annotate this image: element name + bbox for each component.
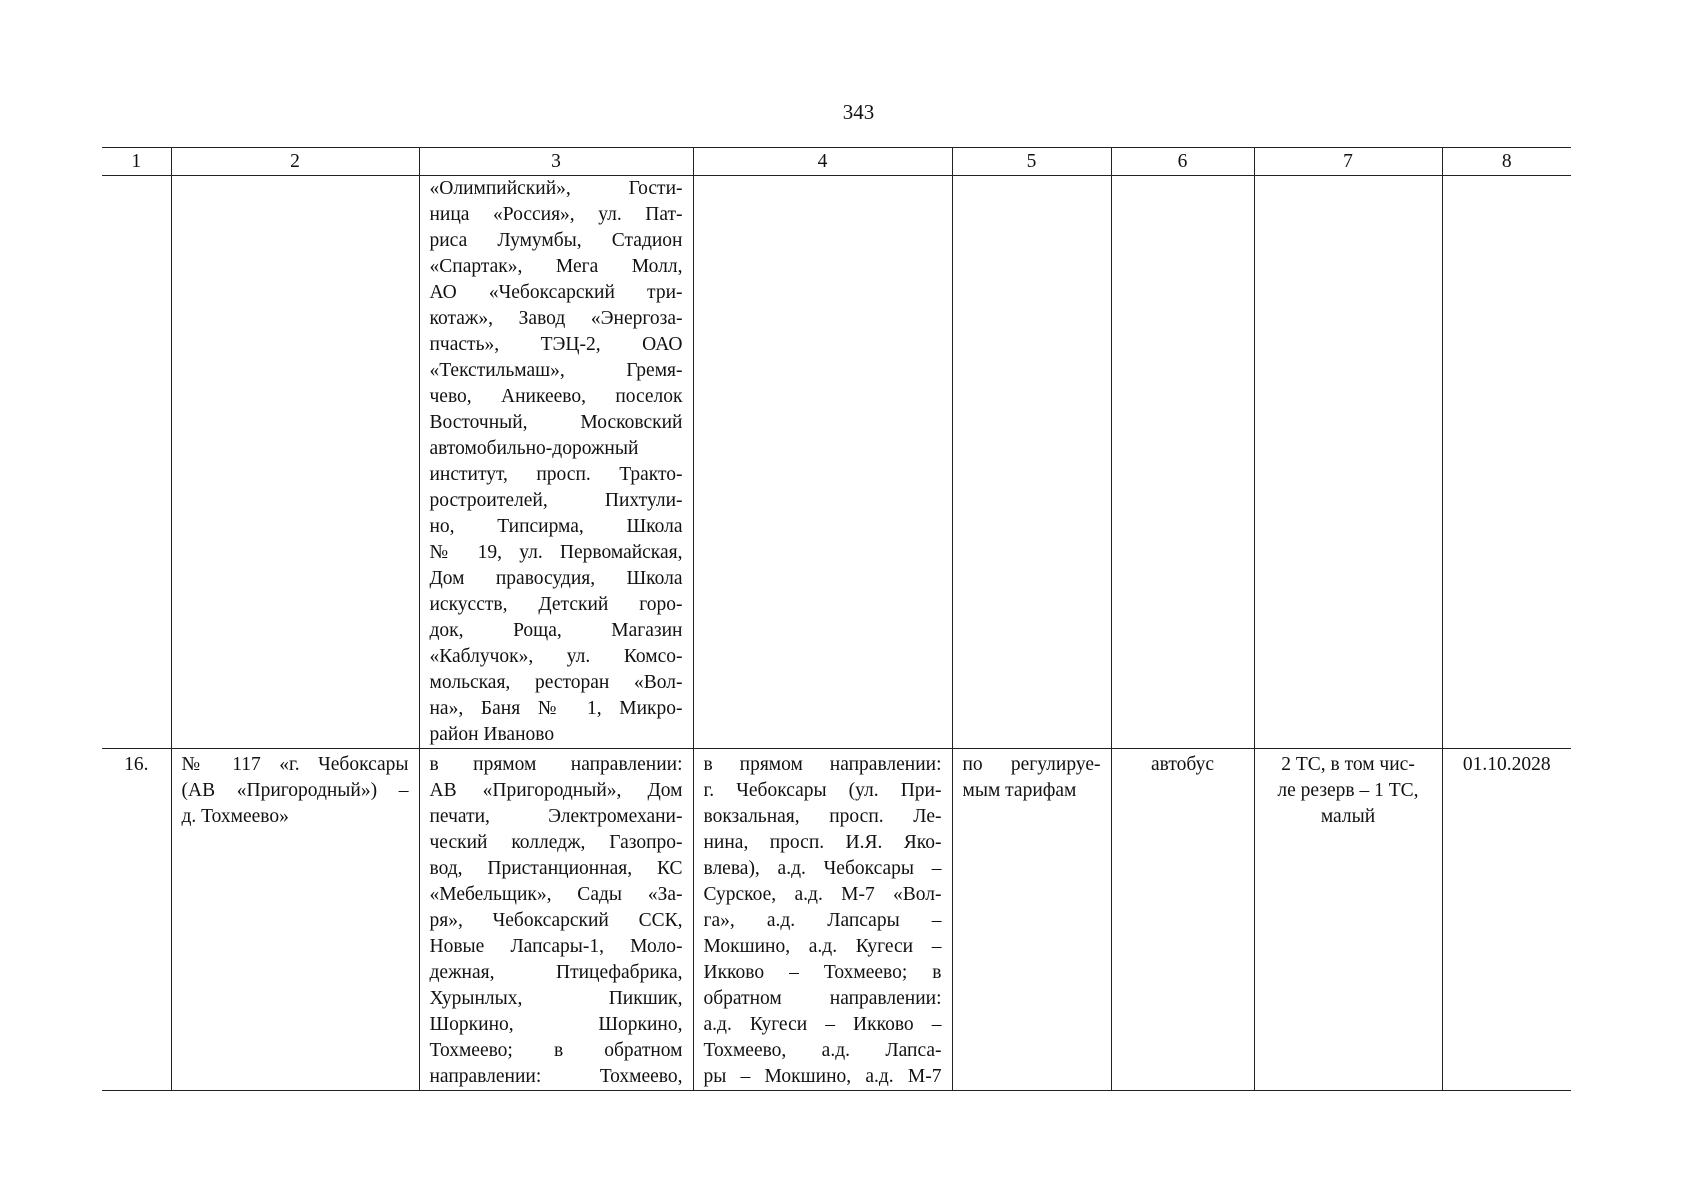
page-number: 343 — [842, 100, 875, 124]
vehicle-type-cell: автобус — [1111, 749, 1254, 1091]
text-line: д. Тохмеево» — [181, 806, 289, 827]
text-line: ры – Мокшино, а.д. М-7 — [703, 1066, 942, 1087]
text-line: ческий колледж, Газопро- — [429, 832, 683, 853]
text-line: ле резерв – 1 ТС, — [1277, 780, 1419, 801]
cell-empty — [171, 176, 419, 749]
cell-empty — [1111, 176, 1254, 749]
text-line: Мокшино, а.д. Кугеси – — [703, 936, 942, 957]
text-line: г. Чебоксары (ул. При- — [703, 780, 942, 801]
header-col-7: 7 — [1254, 148, 1442, 176]
text-line: АО «Чебоксарский три- — [429, 282, 683, 303]
text-line: № 117 «г. Чебоксары — [181, 754, 409, 775]
cell-empty — [952, 176, 1111, 749]
table-row-continued — [102, 176, 1571, 749]
text-line: док, Роща, Магазин — [429, 620, 683, 641]
text-line: автомобильно-дорожный — [429, 438, 639, 459]
text-line: АВ «Пригородный», Дом — [429, 780, 683, 801]
text-line: (АВ «Пригородный») – — [181, 780, 409, 801]
text-line: «Текстильмаш», Гремя- — [429, 360, 683, 381]
text-line: нина, просп. И.Я. Яко- — [703, 832, 942, 853]
text-line: ря», Чебоксарский ССК, — [429, 910, 683, 931]
text-line: мольская, ресторан «Вол- — [429, 672, 683, 693]
text-line: а.д. Кугеси – Икково – — [703, 1014, 942, 1035]
header-col-1: 1 — [102, 148, 171, 176]
text-line: влева), а.д. Чебоксары – — [703, 858, 942, 879]
text-line: по регулируе- — [962, 754, 1101, 775]
table-row-16 — [102, 749, 1571, 1091]
tariff-cell — [952, 749, 1111, 1091]
text-line: Новые Лапсары-1, Моло- — [429, 936, 683, 957]
header-row — [102, 148, 1571, 176]
header-col-4: 4 — [693, 148, 952, 176]
text-line: но, Типсирма, Школа — [429, 516, 683, 537]
text-line: Дом правосудия, Школа — [429, 568, 683, 589]
header-col-5: 5 — [952, 148, 1111, 176]
text-line: дежная, Птицефабрика, — [429, 962, 683, 983]
text-line: чево, Аникеево, поселок — [429, 386, 683, 407]
routes-table — [102, 147, 1571, 1091]
text-line: в прямом направлении: — [703, 754, 942, 775]
text-line: малый — [1320, 806, 1376, 827]
text-line: ростроителей, Пихтули- — [429, 490, 683, 511]
vehicle-count-cell — [1254, 749, 1442, 1091]
text-line: направлении: Тохмеево, — [429, 1066, 683, 1087]
text-line: «Спартак», Мега Молл, — [429, 256, 683, 277]
text-line: котаж», Завод «Энергоза- — [429, 308, 683, 329]
text-line: «Каблучок», ул. Комсо- — [429, 646, 683, 667]
text-line: 2 ТС, в том чис- — [1281, 754, 1415, 775]
header-col-8: 8 — [1442, 148, 1571, 176]
text-line: обратном направлении: — [703, 988, 942, 1009]
cell-empty — [102, 176, 171, 749]
stops-cell-continued — [419, 176, 693, 749]
route-name-cell — [171, 749, 419, 1091]
cell-empty — [693, 176, 952, 749]
text-line: на», Баня № 1, Микро- — [429, 698, 683, 719]
text-line: печати, Электромехани- — [429, 806, 683, 827]
cell-empty — [1442, 176, 1571, 749]
text-line: в прямом направлении: — [429, 754, 683, 775]
text-line: ница «Россия», ул. Пат- — [429, 204, 683, 225]
text-line: риса Лумумбы, Стадион — [429, 230, 683, 251]
text-line: «Мебельщик», Сады «За- — [429, 884, 683, 905]
streets-cell — [693, 749, 952, 1091]
stops-cell — [419, 749, 693, 1091]
route-number: 16. — [102, 749, 171, 1091]
text-line: вод, Пристанционная, КС — [429, 858, 683, 879]
header-col-3: 3 — [419, 148, 693, 176]
text-line: искусств, Детский горо- — [429, 594, 683, 615]
text-line: институт, просп. Тракто- — [429, 464, 683, 485]
text-line: «Олимпийский», Гости- — [429, 178, 683, 199]
text-line: Восточный, Московский — [429, 412, 683, 433]
text-line: Сурское, а.д. М-7 «Вол- — [703, 884, 942, 905]
start-date-cell: 01.10.2028 — [1442, 749, 1571, 1091]
text-line: га», а.д. Лапсары – — [703, 910, 942, 931]
header-col-2: 2 — [171, 148, 419, 176]
text-line: Тохмеево; в обратном — [429, 1040, 683, 1061]
text-line: Шоркино, Шоркино, — [429, 1014, 683, 1035]
text-line: мым тарифам — [962, 780, 1077, 801]
text-line: Тохмеево, а.д. Лапса- — [703, 1040, 942, 1061]
text-line: № 19, ул. Первомайская, — [429, 542, 683, 563]
text-line: район Иваново — [429, 724, 555, 745]
text-line: вокзальная, просп. Ле- — [703, 806, 942, 827]
cell-empty — [1254, 176, 1442, 749]
text-line: Икково – Тохмеево; в — [703, 962, 942, 983]
header-col-6: 6 — [1111, 148, 1254, 176]
text-line: Хурынлых, Пикшик, — [429, 988, 683, 1009]
text-line: пчасть», ТЭЦ-2, ОАО — [429, 334, 683, 355]
